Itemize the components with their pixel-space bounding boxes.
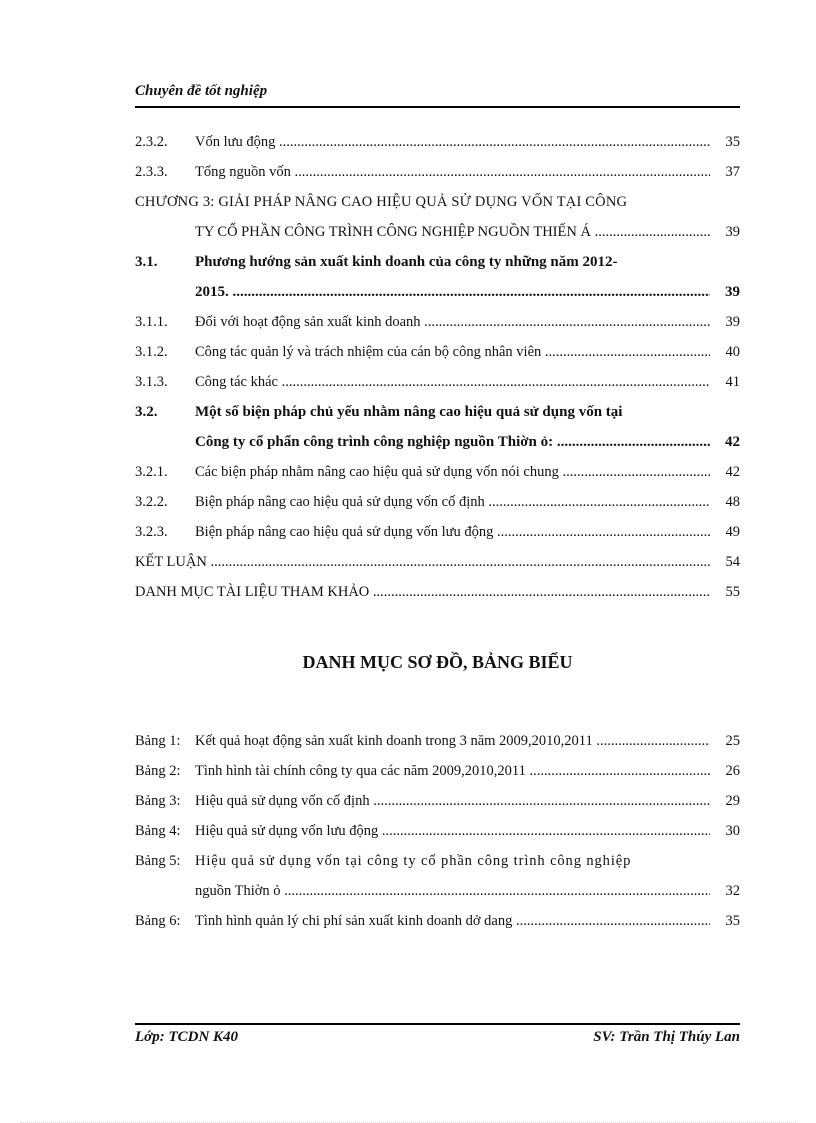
toc-text: Đối với hoạt động sản xuất kinh doanh ..... (195, 310, 710, 334)
table-text: Hiệu quả sử dụng vốn cố định ..... (195, 789, 710, 813)
toc-page: 49 (710, 520, 740, 544)
table-page: 25 (710, 729, 740, 753)
toc-text: Một số biện pháp chủ yếu nhằm nâng cao hiệu quả sử dụng vốn tại (195, 404, 623, 420)
toc-page: 39 (710, 310, 740, 334)
toc-entry (135, 310, 740, 334)
toc-text: Phương hướng sản xuất kinh doanh của công ty những năm 2012- (195, 254, 618, 270)
table-page: 29 (710, 789, 740, 813)
toc-entry-continuation (135, 280, 740, 304)
toc-text: KẾT LUẬN ..... (135, 550, 710, 574)
toc-number: 3.1.3. (135, 374, 168, 390)
toc-number: 3.2.3. (135, 524, 168, 540)
toc-page: 54 (710, 550, 740, 574)
table-list-entry (135, 819, 740, 843)
table-list-entry-continuation (135, 879, 740, 903)
toc-entry (135, 520, 740, 544)
table-text: Hiệu quả sử dụng vốn lưu động ..... (195, 819, 710, 843)
toc-number: 3.1.2. (135, 344, 168, 360)
page-footer (135, 1023, 740, 1051)
table-page: 35 (710, 909, 740, 933)
toc-page: 39 (710, 280, 740, 304)
toc-number: 3.2.2. (135, 494, 168, 510)
toc-number: 3.2.1. (135, 464, 168, 480)
table-text: Hiệu quả sử dụng vốn tại công ty cổ phần công trình công nghiệp (195, 853, 632, 869)
toc-chapter-line2 (135, 220, 740, 244)
toc-text: Vốn lưu động ..... (195, 130, 710, 154)
section-title: DANH MỤC SƠ ĐỒ, BẢNG BIỂU (302, 652, 573, 672)
footer-class: Lớp: TCDN K40 (135, 1029, 239, 1045)
table-list-entry (135, 759, 740, 783)
toc-text: Các biện pháp nhằm nâng cao hiệu quả sử dụng vốn nói chung ..... (195, 460, 710, 484)
toc-page: 55 (710, 580, 740, 604)
toc-text: 2015. ..... (195, 280, 710, 304)
toc-number: 3.2. (135, 404, 158, 420)
table-number: Bảng 4: (135, 823, 181, 839)
toc-entry (135, 460, 740, 484)
toc-text: DANH MỤC TÀI LIỆU THAM KHẢO ..... (135, 580, 710, 604)
toc-text: Tổng nguồn vốn ..... (195, 160, 710, 184)
toc-entry (135, 400, 740, 424)
table-list-entry (135, 849, 740, 873)
toc-chapter-line1 (135, 190, 740, 214)
toc-number: 2.3.2. (135, 134, 168, 150)
table-number: Bảng 5: (135, 853, 181, 869)
toc-entry (135, 340, 740, 364)
table-number: Bảng 2: (135, 763, 181, 779)
page-header (135, 82, 740, 108)
table-page: 26 (710, 759, 740, 783)
toc-page: 41 (710, 370, 740, 394)
toc-page: 42 (710, 460, 740, 484)
toc-number: 2.3.3. (135, 164, 168, 180)
table-text: Tình hình quản lý chi phí sản xuất kinh doanh dở dang ..... (195, 909, 710, 933)
table-page: 32 (710, 879, 740, 903)
toc-page: 40 (710, 340, 740, 364)
toc-entry (135, 580, 740, 604)
toc-entry (135, 130, 740, 154)
table-page: 30 (710, 819, 740, 843)
toc-text: Công tác khác ..... (195, 370, 710, 394)
table-number: Bảng 1: (135, 733, 181, 749)
table-list-entry (135, 789, 740, 813)
table-text: nguồn Thiờn ỏ ..... (195, 879, 710, 903)
toc-text: Biện pháp nâng cao hiệu quả sử dụng vốn cố định ..... (195, 490, 710, 514)
toc-number: 3.1. (135, 254, 158, 270)
toc-text: TY CỔ PHẦN CÔNG TRÌNH CÔNG NGHIỆP NGUỒN THIẾN Á ..... (195, 220, 710, 244)
toc-page: 42 (710, 430, 740, 454)
table-number: Bảng 3: (135, 793, 181, 809)
toc-text: Công ty cổ phẩn công trình công nghiệp nguồn Thiờn ỏ: ..... (195, 430, 710, 454)
toc-entry-continuation (135, 430, 740, 454)
header-title: Chuyên đề tốt nghiệp (135, 83, 268, 99)
toc-entry (135, 550, 740, 574)
toc-text: Biện pháp nâng cao hiệu quả sử dụng vốn lưu động ..... (195, 520, 710, 544)
toc-entry (135, 370, 740, 394)
toc-number: 3.1.1. (135, 314, 168, 330)
toc-page: 39 (710, 220, 740, 244)
toc-text: Công tác quản lý và trách nhiệm của cán bộ công nhân viên ..... (195, 340, 710, 364)
table-list-entry (135, 909, 740, 933)
footer-student: SV: Trần Thị Thúy Lan (593, 1029, 740, 1045)
toc-entry (135, 160, 740, 184)
toc-entry (135, 250, 740, 274)
table-text: Tình hình tài chính công ty qua các năm 2009,2010,2011 ..... (195, 759, 710, 783)
toc-page: 37 (710, 160, 740, 184)
toc-page: 35 (710, 130, 740, 154)
toc-entry (135, 490, 740, 514)
toc-page: 48 (710, 490, 740, 514)
table-number: Bảng 6: (135, 913, 181, 929)
toc-text: CHƯƠNG 3: GIẢI PHÁP NÂNG CAO HIỆU QUẢ SỬ DỤNG VỐN TẠI CÔNG (135, 194, 628, 210)
table-list-entry (135, 729, 740, 753)
table-text: Kết quả hoạt động sản xuất kinh doanh trong 3 năm 2009,2010,2011 ..... (195, 729, 710, 753)
